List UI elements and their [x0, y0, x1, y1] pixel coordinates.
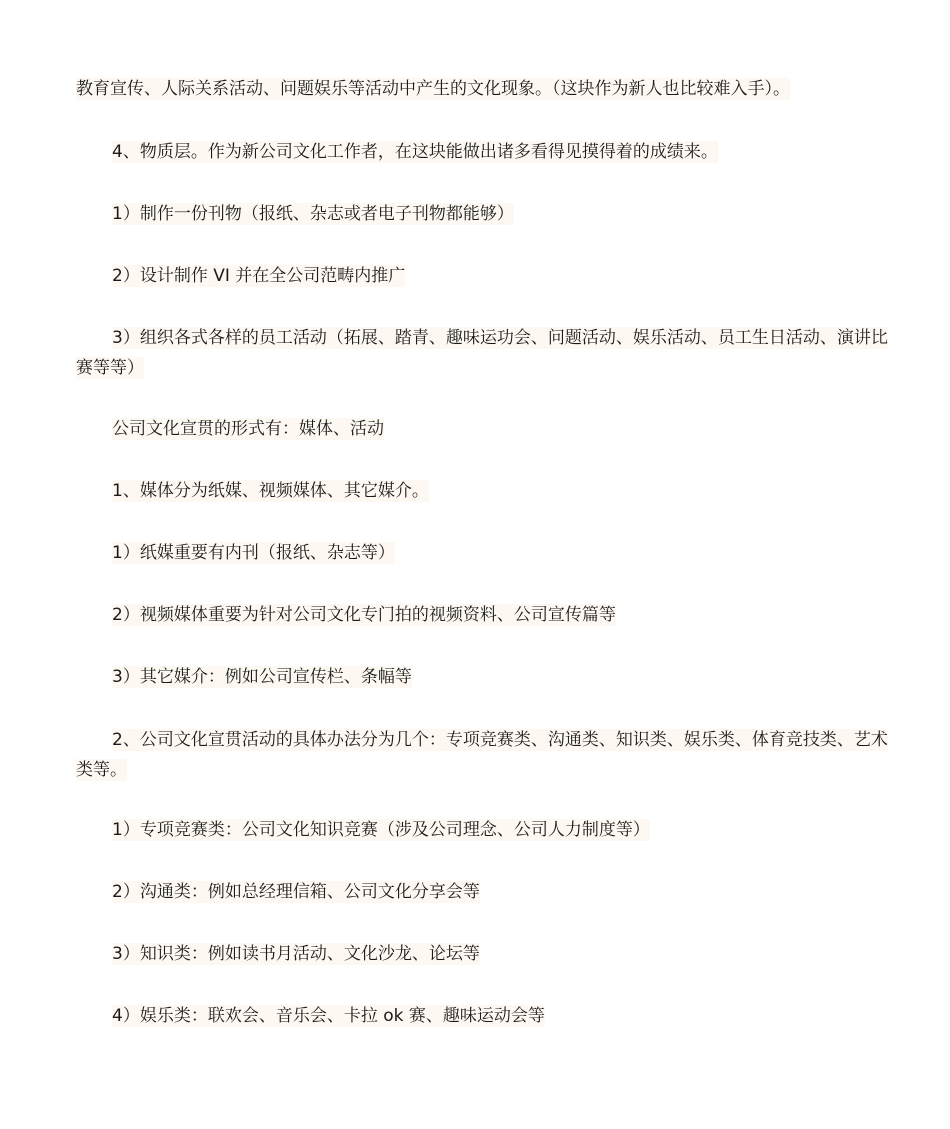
list-item-other-media: 3）其它媒介：例如公司宣传栏、条幅等 — [112, 667, 412, 687]
list-item-entertainment: 4）娱乐类：联欢会、音乐会、卡拉 ok 赛、趣味运动会等 — [112, 1006, 545, 1026]
paragraph-forms: 公司文化宣贯的形式有：媒体、活动 — [112, 419, 384, 439]
paragraph-activity-methods: 2、公司文化宣贯活动的具体办法分为几个：专项竞赛类、沟通类、知识类、娱乐类、体育竞技类、艺术类等。 — [76, 730, 888, 780]
paragraph-continuation: 教育宣传、人际关系活动、问题娱乐等活动中产生的文化现象。（这块作为新人也比较难入手）。 — [76, 79, 790, 99]
paragraph-media-types: 1、媒体分为纸媒、视频媒体、其它媒介。 — [112, 481, 429, 501]
paragraph-material-layer: 4、物质层。作为新公司文化工作者，在这块能做出诸多看得见摸得着的成绩来。 — [112, 142, 718, 162]
list-item-knowledge: 3）知识类：例如读书月活动、文化沙龙、论坛等 — [112, 944, 480, 964]
list-item-staff-activities: 3）组织各式各样的员工活动（拓展、踏青、趣味运功会、问题活动、娱乐活动、员工生日活动、演讲比赛等等） — [76, 328, 888, 378]
list-item-competition: 1）专项竞赛类：公司文化知识竞赛（涉及公司理念、公司人力制度等） — [112, 820, 650, 840]
list-item-video-media: 2）视频媒体重要为针对公司文化专门拍的视频资料、公司宣传篇等 — [112, 605, 616, 625]
list-item-print-media: 1）纸媒重要有内刊（报纸、杂志等） — [112, 543, 395, 563]
list-item-communication: 2）沟通类：例如总经理信箱、公司文化分享会等 — [112, 882, 480, 902]
list-item-vi-design: 2）设计制作 VI 并在全公司范畴内推广 — [112, 266, 406, 286]
list-item-publication: 1）制作一份刊物（报纸、杂志或者电子刊物都能够） — [112, 204, 514, 224]
